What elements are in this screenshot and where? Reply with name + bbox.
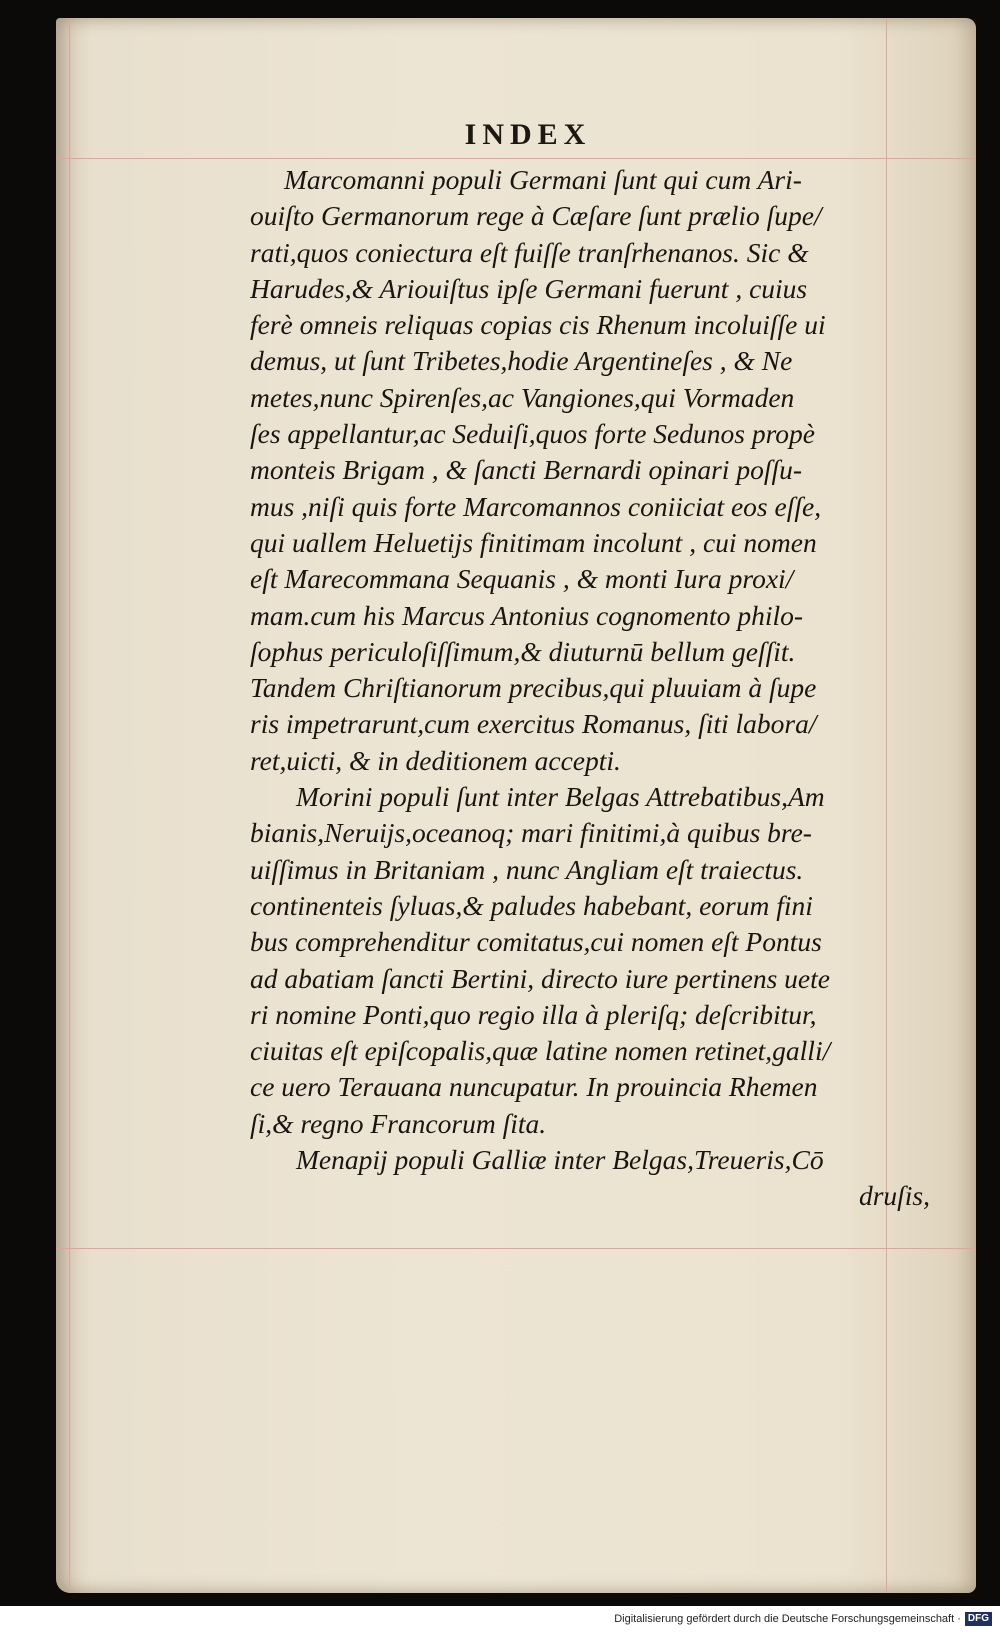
text-line: ouiſto Germanorum rege à Cæſare ſunt prælio ſupe/ [250,200,822,232]
text-line: monteis Brigam , & ſancti Bernardi opinari poſſu- [250,454,803,486]
margin-rule-left [69,18,70,1593]
text-line: mus ,niſi quis forte Marcomannos coniiciat eos eſſe, [250,490,822,522]
text-line: ri nomine Ponti,quo regio illa à pleriſq; deſcribitur, [250,998,817,1030]
text-line: ciuitas eſt epiſcopalis,quæ latine nomen retinet,galli/ [250,1035,831,1067]
margin-rule-top [56,158,976,159]
dfg-logo: DFG [965,1612,992,1626]
text-line: Harudes,& Ariouiſtus ipſe Germani fuerunt , cuius [250,272,808,304]
text-line: eſt Marecommana Sequanis , & monti Iura proxi/ [250,563,794,595]
page-header: INDEX [464,118,592,151]
text-line: ſophus periculoſiſſimum,& diuturnū bellum geſſit. [250,635,796,667]
text-line: ferè omneis reliquas copias cis Rhenum incoluiſſe ui [250,309,826,341]
text-line: Marcomanni populi Germani ſunt qui cum Ari- [284,164,802,195]
digitization-footer [0,1606,1000,1632]
text-line: rati,quos coniectura eſt fuiſſe tranſrhenanos. Sic & [250,236,809,268]
footer-credit: Digitalisierung gefördert durch die Deutsche Forschungsgemeinschaft · [614,1613,961,1625]
text-line: bianis,Neruijs,oceanoq; mari finitimi,à quibus bre- [250,817,812,849]
text-line: ſes appellantur,ac Seduiſi,quos forte Sedunos propè [250,418,815,450]
text-line: ret,uicti, & in deditionem accepti. [250,744,621,776]
text-line: mam.cum his Marcus Antonius cognomento philo- [250,599,804,631]
text-line: qui uallem Heluetijs finitimam incolunt , cui nomen [250,526,817,558]
margin-rule-bottom [56,1248,976,1249]
text-line: Tandem Chriſtianorum precibus,qui pluuiam à ſupe [250,672,817,704]
text-line: demus, ut ſunt Tribetes,hodie Argentineſes , & Ne [250,345,793,377]
text-line: Menapij populi Galliæ inter Belgas,Treueris,Cō [296,1144,824,1176]
catchword: druſis, [858,1180,930,1212]
text-line: ris impetrarunt,cum exercitus Romanus, ſiti labora/ [250,708,817,740]
text-line: metes,nunc Spirenſes,ac Vangiones,qui Vormaden [250,381,795,413]
text-line: bus comprehenditur comitatus,cui nomen eſt Pontus [250,926,822,958]
text-line: continenteis ſyluas,& paludes habebant, eorum fini [250,889,813,921]
text-line: ad abatiam ſancti Bertini, directo iure pertinens uete [250,962,830,994]
text-line: ce uero Terauana nuncupatur. In prouincia Rhemen [250,1071,818,1103]
text-line: Morini populi ſunt inter Belgas Attrebatibus,Am [296,781,825,813]
body-text [250,162,940,1215]
text-line: uiſſimus in Britaniam , nunc Angliam eſt traiectus. [250,853,804,885]
text-line: ſi,& regno Francorum ſita. [250,1107,547,1139]
